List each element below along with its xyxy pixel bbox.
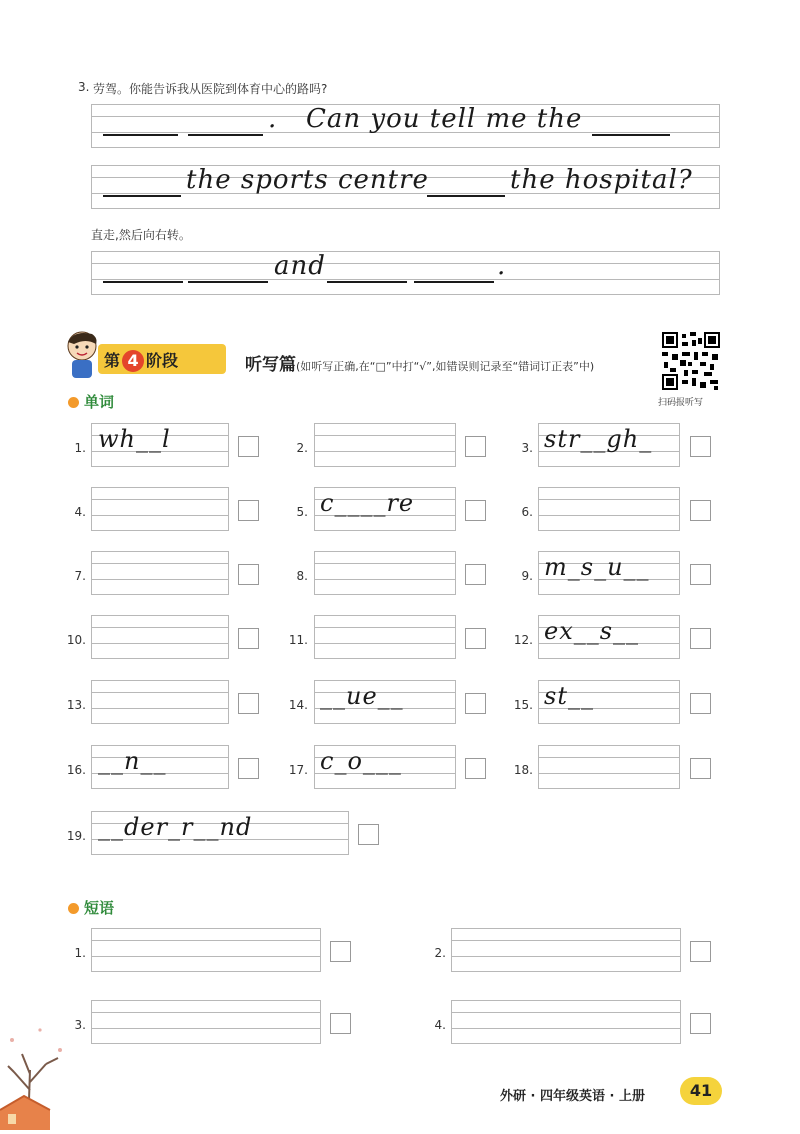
check-box[interactable] bbox=[465, 436, 486, 457]
check-box[interactable] bbox=[690, 628, 711, 649]
sentence-dot: . bbox=[497, 251, 507, 281]
word-number: 4. bbox=[74, 505, 86, 519]
answer-blank[interactable] bbox=[327, 281, 407, 283]
dictation-title-text: 听写篇 bbox=[245, 355, 296, 375]
check-box[interactable] bbox=[238, 628, 259, 649]
phrase-writing-box[interactable] bbox=[91, 1000, 321, 1044]
sentence-part: the sports centre bbox=[186, 165, 429, 195]
word-writing-box[interactable] bbox=[91, 615, 229, 659]
word-number: 13. bbox=[66, 698, 86, 712]
word-number: 10. bbox=[66, 633, 86, 647]
word-writing-box[interactable] bbox=[314, 615, 456, 659]
word-number: 3. bbox=[521, 441, 533, 455]
phrase-number: 2. bbox=[434, 946, 446, 960]
word-number: 14. bbox=[288, 698, 308, 712]
check-box[interactable] bbox=[238, 564, 259, 585]
word-number: 16. bbox=[66, 763, 86, 777]
word-hint: str__gh_ bbox=[544, 425, 653, 453]
question-3-prompt: 劳驾。你能告诉我从医院到体育中心的路吗? bbox=[93, 82, 328, 96]
word-number: 5. bbox=[296, 505, 308, 519]
phrase-number: 1. bbox=[74, 946, 86, 960]
winter-tree-illustration-icon bbox=[0, 1010, 80, 1130]
dictation-title bbox=[245, 350, 594, 375]
word-writing-box[interactable] bbox=[538, 487, 680, 531]
word-number: 9. bbox=[521, 569, 533, 583]
phrase-number: 4. bbox=[434, 1018, 446, 1032]
check-box[interactable] bbox=[465, 500, 486, 521]
check-box[interactable] bbox=[465, 564, 486, 585]
check-box[interactable] bbox=[690, 564, 711, 585]
dictation-note: (如听写正确,在“□”中打“√”,如错误则记录至“错词订正表”中) bbox=[296, 360, 595, 373]
word-writing-box[interactable] bbox=[91, 680, 229, 724]
word-number: 17. bbox=[288, 763, 308, 777]
writing-line-3[interactable] bbox=[91, 251, 720, 295]
answer-prompt: 直走,然后向右转。 bbox=[91, 228, 191, 242]
qr-caption: 扫码报听写 bbox=[658, 398, 704, 408]
word-number: 1. bbox=[74, 441, 86, 455]
stage-prefix: 第 bbox=[104, 351, 121, 370]
check-box[interactable] bbox=[330, 941, 351, 962]
check-box[interactable] bbox=[358, 824, 379, 845]
check-box[interactable] bbox=[238, 436, 259, 457]
phrase-writing-box[interactable] bbox=[451, 1000, 681, 1044]
word-writing-box[interactable] bbox=[538, 745, 680, 789]
answer-blank[interactable] bbox=[103, 195, 181, 197]
word-writing-box[interactable] bbox=[91, 487, 229, 531]
word-writing-box[interactable] bbox=[314, 551, 456, 595]
check-box[interactable] bbox=[690, 941, 711, 962]
word-hint: c____re bbox=[320, 489, 415, 517]
qr-code-icon[interactable] bbox=[662, 332, 720, 390]
boy-mascot-icon bbox=[64, 330, 100, 380]
check-box[interactable] bbox=[465, 758, 486, 779]
answer-blank[interactable] bbox=[103, 281, 183, 283]
answer-blank[interactable] bbox=[103, 134, 178, 136]
answer-blank[interactable] bbox=[414, 281, 494, 283]
phrases-section-title: 短语 bbox=[84, 899, 115, 917]
word-number: 19. bbox=[66, 829, 86, 843]
check-box[interactable] bbox=[238, 500, 259, 521]
word-hint: c_o___ bbox=[320, 747, 402, 775]
answer-blank[interactable] bbox=[592, 134, 670, 136]
word-hint: __ue__ bbox=[320, 682, 404, 710]
phrase-number: 3. bbox=[74, 1018, 86, 1032]
book-title: 外研 · 四年级英语 · 上册 bbox=[500, 1089, 645, 1104]
word-number: 7. bbox=[74, 569, 86, 583]
word-hint: st__ bbox=[544, 682, 594, 710]
check-box[interactable] bbox=[690, 758, 711, 779]
word-hint: m_s_u__ bbox=[544, 553, 650, 581]
check-box[interactable] bbox=[465, 628, 486, 649]
answer-blank[interactable] bbox=[427, 195, 505, 197]
word-hint: __n__ bbox=[98, 747, 167, 775]
words-section-title: 单词 bbox=[84, 393, 115, 411]
check-box[interactable] bbox=[690, 500, 711, 521]
word-hint: __der_r__nd bbox=[98, 813, 253, 841]
page-number: 41 bbox=[680, 1077, 722, 1105]
check-box[interactable] bbox=[690, 693, 711, 714]
question-3-number: 3. bbox=[78, 80, 90, 94]
answer-blank[interactable] bbox=[188, 281, 268, 283]
phrase-writing-box[interactable] bbox=[91, 928, 321, 972]
word-writing-box[interactable] bbox=[91, 551, 229, 595]
check-box[interactable] bbox=[465, 693, 486, 714]
sentence-dot: . bbox=[268, 104, 278, 134]
word-number: 6. bbox=[521, 505, 533, 519]
word-writing-box[interactable] bbox=[314, 423, 456, 467]
word-number: 18. bbox=[513, 763, 533, 777]
stage-number: 4 bbox=[122, 350, 144, 372]
word-hint: ex__s__ bbox=[544, 617, 640, 645]
word-number: 12. bbox=[513, 633, 533, 647]
sentence-part: the hospital? bbox=[510, 165, 693, 195]
word-number: 8. bbox=[296, 569, 308, 583]
check-box[interactable] bbox=[238, 758, 259, 779]
word-hint: wh__l bbox=[98, 425, 171, 453]
answer-blank[interactable] bbox=[188, 134, 263, 136]
word-number: 15. bbox=[513, 698, 533, 712]
check-box[interactable] bbox=[690, 1013, 711, 1034]
check-box[interactable] bbox=[330, 1013, 351, 1034]
word-number: 2. bbox=[296, 441, 308, 455]
sentence-part: Can you tell me the bbox=[306, 104, 583, 134]
sentence-part: and bbox=[274, 251, 326, 281]
stage-label bbox=[104, 348, 178, 372]
section-bullet-icon bbox=[68, 903, 79, 914]
check-box[interactable] bbox=[238, 693, 259, 714]
word-number: 11. bbox=[288, 633, 308, 647]
section-bullet-icon bbox=[68, 397, 79, 408]
check-box[interactable] bbox=[690, 436, 711, 457]
phrase-writing-box[interactable] bbox=[451, 928, 681, 972]
stage-suffix: 阶段 bbox=[146, 351, 179, 370]
